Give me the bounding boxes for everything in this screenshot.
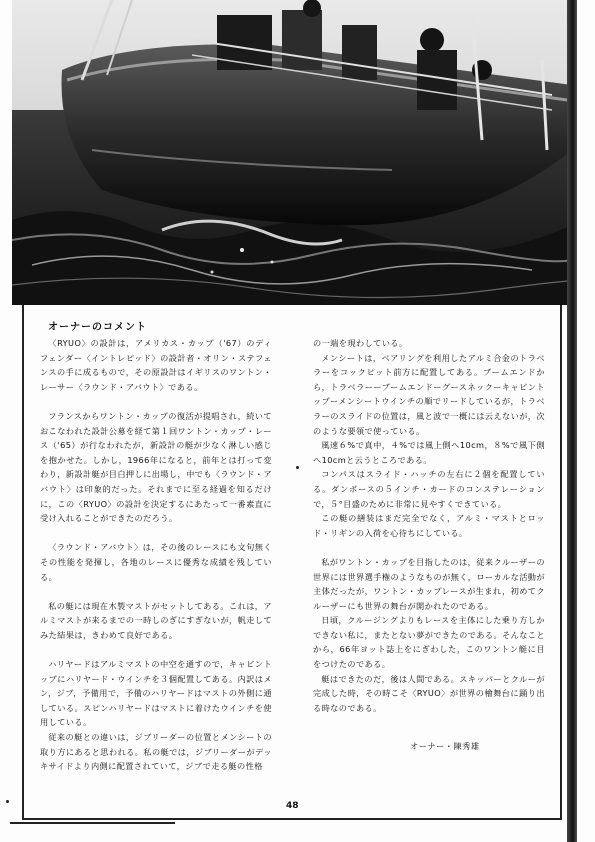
paragraph: 日頃，クルージングよりもレースを主体にした乗り方しかできない私に，またとない夢ができたのである。そんなことから，66年ヨット誌上をにぎわした，このワントン艇に目をつけたのである。 (313, 615, 545, 670)
paragraph: 艇はできたのだ，後は人間である。スキッパーとクルーが完成した時，その時こそ〈RYUO〉が世界の檜舞台に踊り出る時なのである。 (313, 673, 545, 713)
article-heading: オーナーのコメント (48, 322, 147, 333)
paragraph: フランスからワントン・カップの復活が提唱され，続いておこなわれた設計公募を経て第１回ワントン・カップ・レース（'65）が行なわれたが，新設計の艇が少なく淋しい感じを抱かせた。しかし，1966年になると，前年とは打って変わり，新設計艇が目白押しに出場し，中でも〈ラウンド・アバウト〉は印象的だった。それまでに至る経過を知るだけに，この〈RYUO〉の設計を決定するにあたって一番素直に受け入れることができたのだろう。 (40, 410, 272, 524)
scan-speck (296, 466, 299, 469)
right-column (313, 336, 545, 730)
paragraph: 私がワントン・カップを目指したのは，従来クルーザーの世界には世界選手権のようなものが無く，ローカルな活動が主体だったが，ワントン・カップレースが生まれ，初めてクルーザーにも世界の舞台が開かれたのである。 (313, 556, 545, 611)
paragraph: ハリヤードはアルミマストの中空を通すので，キャビントップにハリヤード・ウインチを３個配置してある。内訳はメン，ジブ，予備用で，予備のハリヤードはマストの外側に通している。スピンハリヤードはマストに着けたウインチを使用している。 (40, 659, 272, 728)
author-signature: オーナー・陳秀雄 (410, 741, 480, 751)
paragraph: 私の艇には現在木製マストがセットしてある。これは，アルミマストが来るまでの一時しのぎにすぎないが，帆走してみた結果は，きわめて良好である。 (40, 600, 272, 640)
paragraph: 〈ラウンド・アバウト〉は，その後のレースにも文句無くその性能を発揮し，各地のレースに優秀な成績を残している。 (40, 542, 272, 582)
paragraph: 〈RYUO〉の設計は，アメリカス・カップ（'67）のディフェンダー〈イントレピッド〉の設計者・オリン・ステフェンスの手に成るもので，その原設計はイギリスのワントン・レーサー〈ラウンド・アバウト〉である。 (40, 338, 272, 392)
paragraph: この艇の繕装はまだ完全でなく，アルミ・マストとロッド・リギンの入荷を心待ちにしている。 (313, 513, 545, 538)
bottom-rule (10, 822, 175, 824)
paragraph: 風速６%で真中，４%では風上側へ10cm，８%で風下側へ10cmと云うところである。 (313, 440, 545, 465)
page-edge-shadow (567, 0, 577, 842)
paragraph: の一端を現わしている。 (313, 338, 408, 348)
paragraph: コンパスはスライド・ハッチの左右に２個を配置している。ダンボースの５インチ・カードのコンステレーションで，５°目盛のために非常に見やすくできている。 (313, 469, 545, 509)
paragraph: メンシートは，ベアリングを利用したアルミ合金のトラベラーをコックピット前方に配置してある。ブームエンドから，トラベラーーブームエンドーグースネックーキャビントップーメンシートウインチの順でリードしているが，トラベラーのスライドの位置は，風と波で一概には云えないが，次のような要領で使っている。 (313, 352, 545, 436)
sailboat-photo (12, 0, 572, 305)
paragraph: 従来の艇との違いは，ジブリーダーの位置とメンシートの取り方にあると思われる。私の艇では，ジブリーダーがデッキサイドより内側に配置されていて，ジブで走る艇の性格 (40, 732, 272, 772)
sailboat-illustration (12, 0, 572, 305)
scan-speck (6, 800, 9, 803)
left-column (40, 336, 272, 788)
page-number: 48 (286, 801, 299, 811)
